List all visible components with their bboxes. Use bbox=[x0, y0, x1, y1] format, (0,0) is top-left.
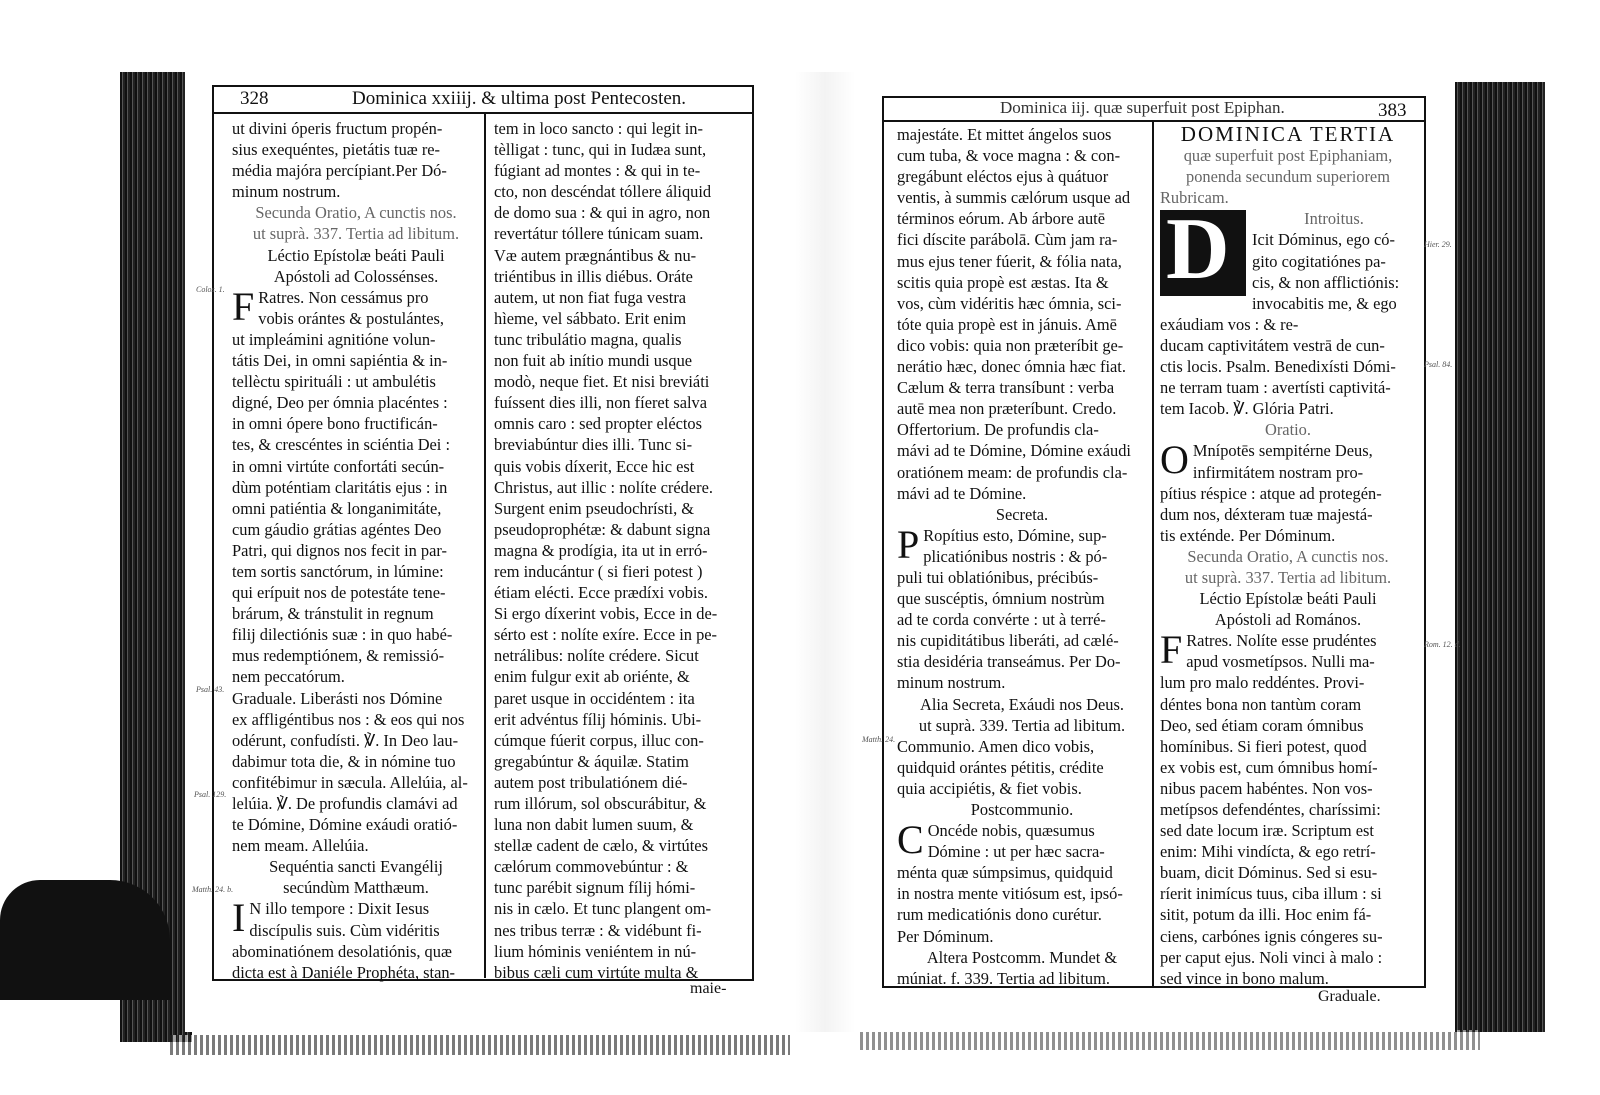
margin-note: Psal. 84. bbox=[1424, 360, 1453, 369]
section-heading: secúndùm Matthæum. bbox=[283, 878, 429, 898]
text-line: Offertorium. De profundis cla- bbox=[897, 420, 1099, 440]
right-page-number: 383 bbox=[1378, 100, 1407, 121]
text-line: ex vobis est, cum ómnibus homí- bbox=[1160, 757, 1378, 777]
text-line: ut divini óperis fructum propén- bbox=[232, 119, 443, 138]
text-line: ut impleámini agnitióne volun- bbox=[232, 329, 436, 349]
text-line: Per Dóminum. bbox=[897, 926, 994, 946]
text-line: autē mea non præteríbunt. Credo. bbox=[897, 399, 1117, 419]
initial-f-block bbox=[1160, 627, 1416, 673]
text-line: invocabitis me, & ego bbox=[1252, 293, 1397, 313]
text-line: tèlligat : tunc, qui in Iudæa sunt, bbox=[494, 140, 707, 160]
text-line: cælórum commovebúntur : & bbox=[494, 857, 689, 877]
margin-note: Matth. 24. b. bbox=[192, 885, 234, 894]
text-line: lium hóminis veniéntem in nú- bbox=[494, 941, 697, 961]
left-col-2 bbox=[494, 118, 744, 983]
text-line: cis, & non afflictiónis: bbox=[1252, 272, 1400, 292]
text-line: nes tribus terræ : & vidébunt fi- bbox=[494, 920, 702, 940]
initial-o-block bbox=[1160, 437, 1416, 483]
text-line: cum gáudio grátias agéntes Deo bbox=[232, 519, 442, 539]
right-col-2 bbox=[1160, 124, 1416, 989]
text-line: vos, cùm vidéritis hæc ómnia, sci- bbox=[897, 293, 1122, 313]
text-line: ríerit inimícus tuus, ciba illum : si bbox=[1160, 884, 1382, 904]
text-line: Ratres. Nolíte esse prudéntes bbox=[1186, 631, 1377, 651]
initial-f-block bbox=[232, 283, 480, 329]
text-line: omnis caro : sed propter eléctos bbox=[494, 414, 703, 434]
text-line: filij dilectiónis suæ : in quo habé- bbox=[232, 625, 453, 645]
text-line: cto, non descéndat tóllere áliquid bbox=[494, 182, 712, 202]
text-line: infirmitátem nostram pro- bbox=[1192, 462, 1364, 482]
text-line: mávi ad te Dómine. bbox=[897, 483, 1027, 503]
drop-initial-f: F bbox=[1160, 627, 1183, 673]
text-line: gito cogitatiónes pa- bbox=[1252, 251, 1386, 271]
text-line: per caput ejus. Noli vinci à malo : bbox=[1160, 947, 1383, 967]
text-line: te Dómine, Dómine exáudi oratió- bbox=[232, 815, 458, 835]
text-line: mus redemptiónem, & remissió- bbox=[232, 646, 445, 666]
text-line: oratiónem meam: de profundis cla- bbox=[897, 462, 1128, 482]
text-line: erit advéntus fílij hóminis. Ubi- bbox=[494, 709, 702, 729]
drop-initial-c: C bbox=[897, 817, 924, 863]
text-line: Dómine : ut per hæc sacra- bbox=[927, 842, 1105, 862]
section-heading: Léctio Epístolæ beáti Pauli bbox=[267, 245, 445, 265]
text-line: Væ autem prægnántibus & nu- bbox=[494, 245, 697, 265]
text-line: cum tuba, & voce magna : & con- bbox=[897, 146, 1121, 166]
text-line: autem, ut non fiat fuga vestra bbox=[494, 287, 687, 307]
text-line: tátis Dei, in omni sapiéntia & in- bbox=[232, 351, 448, 371]
initial-d-block bbox=[1160, 201, 1416, 335]
text-line: abominatiónem desolatiónis, quæ bbox=[232, 941, 452, 961]
text-line: Rubricam. bbox=[1160, 188, 1229, 208]
right-running-head: Dominica iij. quæ superfuit post Epiphan. bbox=[1000, 98, 1285, 117]
text-line: buam, dicit Dóminus. Sed si esu- bbox=[1160, 863, 1378, 883]
text-line: lum pro malo reddéntes. Provi- bbox=[1160, 673, 1365, 693]
text-line: média majóra percípiant.Per Dó- bbox=[232, 161, 447, 181]
text-line: Secunda Oratio, A cunctis nos. bbox=[255, 203, 457, 223]
text-line: ut suprà. 337. Tertia ad libitum. bbox=[1184, 567, 1392, 587]
text-line: ciens, carbónes ignis cóngeres su- bbox=[1160, 926, 1383, 946]
text-line: sérto est : nolíte exíre. Ecce in pe- bbox=[494, 625, 718, 645]
text-line: tem Iacob. ℣. Glória Patri. bbox=[1160, 399, 1334, 419]
text-line: ventis, à summis cælórum usque ad bbox=[897, 188, 1131, 208]
margin-note: Matth. 24. bbox=[862, 735, 896, 744]
text-line: nerátio hæc, donec ómnia hæc fiat. bbox=[897, 357, 1126, 377]
text-line: confitébimur in sæcula. Allelúia, al- bbox=[232, 772, 468, 792]
text-line: quia accipiétis, & fiet vobis. bbox=[897, 778, 1082, 798]
text-line: N illo tempore : Dixit Iesus bbox=[249, 899, 430, 919]
left-col-1 bbox=[232, 118, 480, 983]
text-line: hìeme, vel sábbato. Erit enim bbox=[494, 308, 687, 328]
text-line: non fuit ab inítio mundi usque bbox=[494, 351, 693, 371]
text-line: tóte quia propè est in jánuis. Amē bbox=[897, 314, 1117, 334]
text-line: sed date locum iræ. Scriptum est bbox=[1160, 821, 1374, 841]
text-line: bibus cæli cum virtúte multa & bbox=[494, 962, 699, 982]
text-line: sed vince in bono malum. bbox=[1160, 968, 1329, 988]
text-line: in nostra mente vitiósum est, ipsó- bbox=[897, 884, 1123, 904]
text-line: dùm poténtiam claritátis ejus : in bbox=[232, 477, 448, 497]
text-line: paret usque in occidéntem : ita bbox=[494, 688, 695, 708]
right-page-edges bbox=[1455, 82, 1545, 1032]
text-line: minum nostrum. bbox=[232, 182, 341, 202]
section-heading: Oratio. bbox=[1265, 420, 1311, 440]
text-line: stia desidéria transeámus. Per Do- bbox=[897, 652, 1121, 672]
text-line: quæ superfuit post Epiphaniam, bbox=[1183, 146, 1393, 166]
text-line: apud vosmetípsos. Nulli ma- bbox=[1186, 652, 1375, 672]
text-line: Christus, aut illic : nolíte crédere. bbox=[494, 477, 713, 497]
text-line: odérunt, confudísti. ℣. In Deo lau- bbox=[232, 730, 459, 750]
text-line: plicatiónibus nostris : & pó- bbox=[923, 546, 1108, 566]
text-line: luna non dabit lumen suum, & bbox=[494, 815, 694, 835]
section-heading: Sequéntia sancti Evangélij bbox=[269, 857, 443, 877]
text-line: pseudoprophétæ: & dabunt signa bbox=[494, 519, 711, 539]
text-line: tunc tribulátio magna, qualis bbox=[494, 329, 682, 349]
text-line: rum illórum, sol obscurábitur, & bbox=[494, 794, 707, 813]
text-line: in omni ópere bono fructificán- bbox=[232, 414, 438, 434]
text-line: mávi ad te Dómine, Dómine exáudi bbox=[897, 441, 1131, 461]
text-line: rum medicatiónis dono curétur. bbox=[897, 905, 1102, 925]
text-line: Si ergo díxerint vobis, Ecce in de- bbox=[494, 604, 718, 624]
text-line: dico vobis: quia non præteríbit ge- bbox=[897, 335, 1124, 355]
bottom-edge-right bbox=[860, 1030, 1480, 1050]
text-line: tunc parébit signum fílij hómi- bbox=[494, 878, 696, 898]
section-heading: Apóstoli ad Romános. bbox=[1214, 610, 1362, 630]
initial-p-block bbox=[897, 521, 1147, 567]
text-line: exáudiam vos : & re- bbox=[1160, 314, 1299, 334]
text-line: metípsos defendéntes, charíssimi: bbox=[1160, 800, 1381, 819]
text-line: homínibus. Si fieri potest, quod bbox=[1160, 736, 1367, 756]
bottom-edge-left bbox=[170, 1035, 790, 1055]
margin-note: Psal. 129. bbox=[194, 790, 227, 799]
text-line: fúgiant ad montes : & qui in te- bbox=[494, 161, 701, 181]
section-heading: Secreta. bbox=[995, 504, 1049, 524]
text-line: Secunda Oratio, A cunctis nos. bbox=[1187, 546, 1389, 566]
text-line: tem sortis sanctórum, in lúmine: bbox=[232, 561, 444, 581]
margin-note: Hier. 29. bbox=[1424, 240, 1452, 249]
text-line: ex affligéntibus nos : & eos qui nos bbox=[232, 709, 465, 729]
text-line: que suscéptis, ómnium nostrùm bbox=[897, 589, 1105, 609]
text-line: dicta est à Daniéle Prophéta, stan- bbox=[232, 962, 456, 982]
section-heading: Postcommunio. bbox=[970, 800, 1074, 819]
text-line: déntes bona non tantùm coram bbox=[1160, 694, 1362, 714]
text-line: mus ejus tener fúerit, & fólia nata, bbox=[897, 251, 1122, 271]
text-line: Ratres. Non cessámus pro bbox=[258, 287, 429, 307]
text-line: Surgent enim pseudochrísti, & bbox=[494, 498, 695, 518]
text-line: sitit, potum da illi. Hoc enim fá- bbox=[1160, 905, 1372, 925]
text-line: Oncéde nobis, quæsumus bbox=[927, 821, 1095, 841]
text-line: nem meam. Allelúia. bbox=[232, 836, 369, 856]
drop-initial-i: I bbox=[232, 895, 246, 941]
text-line: breviabúntur dies illi. Tunc si- bbox=[494, 435, 693, 455]
left-column-divider bbox=[484, 112, 486, 978]
margin-note: Rom. 12. d. bbox=[1424, 640, 1461, 649]
text-line: modò, neque fiet. Et nisi breviáti bbox=[494, 372, 710, 392]
text-line: sius exequéntes, pietátis tuæ re- bbox=[232, 140, 441, 160]
left-catchword: maie- bbox=[690, 980, 727, 997]
text-line: vobis orántes & postulántes, bbox=[258, 308, 444, 328]
text-line: gregábunt eléctos ejus à quátuor bbox=[897, 167, 1109, 187]
text-line: enim fulgur exit ab oriénte, & bbox=[494, 667, 690, 687]
text-line: Patri, qui dignos nos fecit in par- bbox=[232, 540, 447, 560]
section-title: DOMINICA TERTIA bbox=[1180, 122, 1396, 146]
text-line: gregabúntur & áquilæ. Statim bbox=[494, 751, 689, 771]
text-line: Cælum & terra transíbunt : verba bbox=[897, 378, 1115, 398]
text-line: ad te corda convérte : ut à terré- bbox=[897, 610, 1106, 630]
drop-initial-f: F bbox=[232, 283, 255, 329]
hand-shadow bbox=[0, 880, 170, 1000]
text-line: ut suprà. 339. Tertia ad libitum. bbox=[918, 715, 1126, 735]
text-line: nibus pacem habéntes. Non vos- bbox=[1160, 778, 1373, 798]
text-line: triéntibus in illis diébus. Oráte bbox=[494, 266, 693, 286]
text-line: ne terram tuam : avertísti captivitá- bbox=[1160, 378, 1391, 398]
initial-i-block bbox=[232, 895, 480, 941]
margin-note: Colos. 1. bbox=[196, 285, 225, 294]
text-line: nem peccatórum. bbox=[232, 667, 345, 687]
text-line: stellæ cadent de cælo, & virtútes bbox=[494, 836, 708, 856]
text-line: nis in cælo. Et tunc plangent om- bbox=[494, 899, 712, 919]
text-line: cúmque fúerit corpus, illuc con- bbox=[494, 730, 704, 750]
text-line: nis cupiditátibus liberáti, ad cælé- bbox=[897, 631, 1119, 651]
text-line: múniat. f. 339. Tertia ad libitum. bbox=[897, 968, 1110, 988]
section-heading: Introitus. bbox=[1304, 209, 1364, 229]
drop-initial-p: P bbox=[897, 521, 920, 567]
text-line: fuíssent dies illi, non fíeret salva bbox=[494, 393, 708, 413]
section-heading: Léctio Epístolæ beáti Pauli bbox=[1199, 589, 1377, 609]
text-line: tellèctu spirituáli : ut ambulétis bbox=[232, 372, 436, 392]
text-line: ménta quæ súmpsimus, quidquid bbox=[897, 863, 1113, 883]
right-catchword: Graduale. bbox=[1318, 988, 1381, 1005]
text-line: brárum, & tránstulit in regnum bbox=[232, 604, 434, 624]
text-line: de domo sua : & qui in agro, non bbox=[494, 203, 711, 223]
text-line: Deo, sed étiam coram ómnibus bbox=[1160, 715, 1364, 735]
text-line: tis exténde. Per Dóminum. bbox=[1160, 525, 1336, 545]
text-line: puli tui oblatiónibus, précibús- bbox=[897, 567, 1099, 587]
text-line: étiam elécti. Ecce prædíxi vobis. bbox=[494, 583, 708, 603]
right-column-divider bbox=[1152, 120, 1154, 986]
text-line: Mnípotēs sempitérne Deus, bbox=[1192, 441, 1373, 461]
text-line: ducam captivitátem vestrā de cun- bbox=[1160, 335, 1385, 355]
margin-note: Psal. 43. bbox=[196, 685, 225, 694]
text-line: autem post tribulatiónem dié- bbox=[494, 772, 688, 792]
decorated-initial-d: D bbox=[1160, 210, 1246, 296]
text-line: revertátur tóllere túnicam suam. bbox=[494, 224, 704, 244]
text-line: tes, & crescéntes in sciéntia Dei : bbox=[232, 435, 451, 455]
text-line: ut suprà. 337. Tertia ad libitum. bbox=[252, 224, 460, 244]
text-line: scitis quia propè est æstas. Ita & bbox=[897, 272, 1109, 292]
text-line: ponenda secundum superiorem bbox=[1186, 167, 1390, 187]
text-line: pítius réspice : atque ad protegén- bbox=[1160, 483, 1382, 503]
text-line: quis vobis díxerit, Ecce hic est bbox=[494, 456, 695, 476]
text-line: Ropítius esto, Dómine, sup- bbox=[923, 525, 1107, 545]
left-head-rule bbox=[212, 112, 752, 114]
text-line: minum nostrum. bbox=[897, 673, 1006, 693]
right-col-1 bbox=[897, 124, 1147, 989]
text-line: Altera Postcomm. Mundet & bbox=[926, 947, 1118, 967]
section-heading: Apóstoli ad Colossénses. bbox=[273, 266, 439, 286]
text-line: Icit Dóminus, ego có- bbox=[1252, 230, 1395, 250]
text-line: ctis locis. Psalm. Benedixísti Dómi- bbox=[1160, 357, 1396, 377]
text-line: magna & prodígia, ita ut in erró- bbox=[494, 540, 708, 560]
text-line: netrálibus: nolíte crédere. Sicut bbox=[494, 646, 699, 666]
text-line: dabimur tota die, & in nómine tuo bbox=[232, 751, 456, 771]
text-line: discípulis suis. Cùm vidéritis bbox=[249, 920, 440, 940]
left-page-number: 328 bbox=[240, 88, 269, 109]
text-line: términos eórum. Ab árbore autē bbox=[897, 209, 1106, 229]
text-line: qui erípuit nos de potestáte tene- bbox=[232, 583, 446, 603]
text-line: tem in loco sancto : qui legit in- bbox=[494, 119, 703, 138]
text-line: omni patiéntia & longanimitáte, bbox=[232, 498, 442, 518]
text-line: fici díscite parábolā. Cùm jam ra- bbox=[897, 230, 1118, 250]
book-gutter bbox=[795, 72, 855, 1032]
text-line: Alia Secreta, Exáudi nos Deus. bbox=[920, 694, 1124, 714]
text-line: lelúia. ℣. De profundis clamávi ad bbox=[232, 794, 458, 813]
text-line: enim: Mihi vindícta, & ego retrí- bbox=[1160, 842, 1376, 862]
initial-c-block bbox=[897, 817, 1147, 863]
text-line: digné, Deo per ómnia placéntes : bbox=[232, 393, 448, 413]
text-line: Communio. Amen dico vobis, bbox=[897, 736, 1095, 756]
text-line: quidquid orántes pétitis, crédite bbox=[897, 757, 1104, 777]
left-running-head: Dominica xxiiij. & ultima post Pentecosten. bbox=[352, 88, 687, 109]
text-line: Graduale. Liberásti nos Dómine bbox=[232, 688, 443, 708]
text-line: dum nos, déxteram tuæ majestá- bbox=[1160, 504, 1373, 524]
text-line: majestáte. Et mittet ángelos suos bbox=[897, 125, 1112, 144]
text-line: rem inducántur ( si fieri potest ) bbox=[494, 561, 703, 581]
text-line: in omni virtúte confortáti secún- bbox=[232, 456, 445, 476]
drop-initial-o: O bbox=[1160, 437, 1189, 483]
